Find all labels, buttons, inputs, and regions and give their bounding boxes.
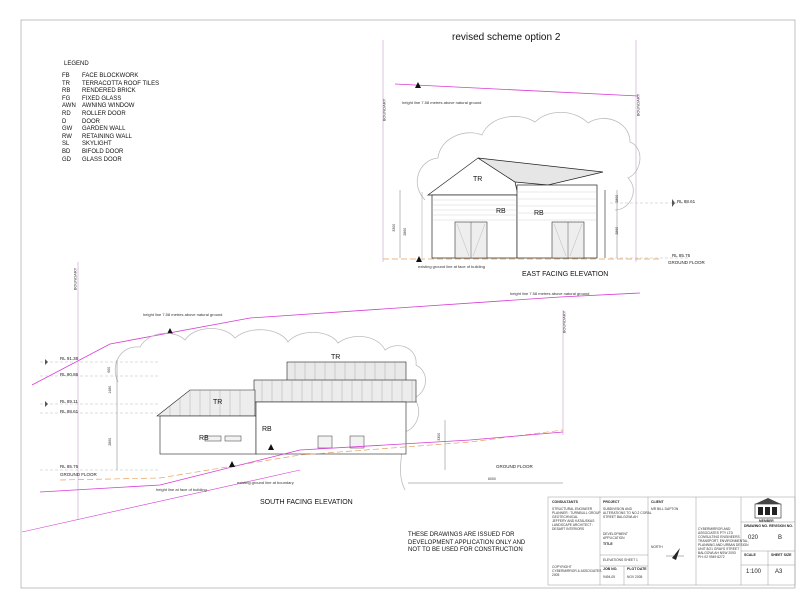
legend-item: GD GLASS DOOR xyxy=(62,156,122,163)
east-rl-ground: RL 85.75 xyxy=(672,253,691,258)
east-mat-rb-left: RB xyxy=(496,208,506,215)
south-dim-e: 6000 xyxy=(488,477,496,481)
tb-plot: NOV 2005 xyxy=(627,575,643,579)
tb-drawing-heading: DRAWING NO. REVISION NO. xyxy=(744,524,794,528)
tb-title-heading: TITLE xyxy=(603,542,613,546)
south-height-line-bottom-note: height line at face of building xyxy=(156,487,207,492)
tb-project: SUBDIVISION AND ALTERATIONS TO NO.2 CORAL STREET BALGOWLAH xyxy=(603,507,652,519)
east-mat-rb-right: RB xyxy=(534,210,544,217)
issue-note: THESE DRAWINGS ARE ISSUED FOR DEVELOPMENT APPLICATION ONLY AND NOT TO BE USED FOR CONSTRUCTION xyxy=(408,532,526,553)
legend-item: GW GARDEN WALL xyxy=(62,126,126,133)
tb-consultants-heading: CONSULTANTS xyxy=(552,500,578,504)
legend-item: D DOOR xyxy=(62,118,100,125)
east-dim-d: 2860 xyxy=(615,226,620,235)
logo-icon xyxy=(755,498,781,518)
south-elevation xyxy=(22,262,640,532)
south-mat-tr-left: TR xyxy=(213,399,223,406)
south-elevation-title: SOUTH FACING ELEVATION xyxy=(260,499,353,506)
south-dim-d: 3300 xyxy=(437,432,442,441)
tb-job-heading: JOB NO. xyxy=(603,567,618,571)
east-height-line-note: height line 7.58 metres above natural ground xyxy=(402,100,482,105)
east-dim-b: 2860 xyxy=(403,227,408,236)
east-dim-a: 3300 xyxy=(392,223,397,232)
tb-scale: 1:100 xyxy=(746,569,762,575)
south-dim-a: 600 xyxy=(107,366,112,373)
legend-item: RD ROLLER DOOR xyxy=(62,110,126,117)
tb-drawing-no: 020 xyxy=(748,535,759,541)
tb-project-2: DEVELOPMENT APPLICATION xyxy=(603,532,628,540)
east-ground-floor: GROUND FLOOR xyxy=(668,260,705,265)
tb-revision-no: B xyxy=(778,535,783,541)
tb-title: ELEVATIONS SHEET 1 xyxy=(603,558,638,562)
legend xyxy=(62,73,159,164)
south-rl-3: RL 89.11 xyxy=(60,399,78,404)
east-dim-c: 2800 xyxy=(615,194,620,203)
south-rl-5: RL 85.75 xyxy=(60,464,79,469)
scheme-title: revised scheme option 2 xyxy=(452,32,561,43)
east-boundary-left: BOUNDARY xyxy=(381,98,387,122)
south-ground-floor-right: GROUND FLOOR xyxy=(496,464,533,469)
legend-item: BD BIFOLD DOOR xyxy=(62,148,124,155)
tb-copyright: COPYRIGHT CYBERMIRROR & ASSOCIATES 2005 xyxy=(552,565,602,577)
tb-company: CYBERMIRROR AND ASSOCIATES PTY LTD CONSULTING ENGINEERS TRANSPORT, ENVIRONMENTAL, PLANNING AND URBAN DESIGN UNIT 8/21 GRAYS STREET BALGOWLAH NSW 2093 PH: 02 9949 6272 xyxy=(698,527,749,559)
north-arrow-icon xyxy=(666,548,684,560)
south-rl-4: RL 88.61 xyxy=(60,409,79,414)
east-boundary-right: BOUNDARY xyxy=(635,93,641,117)
tb-client-heading: CLIENT xyxy=(651,500,664,504)
east-rl-roof: RL 88.61 xyxy=(677,199,696,204)
south-height-line-left-note: height line 7.58 metres above natural ground xyxy=(143,312,223,317)
tb-job: 9494-05 xyxy=(603,575,616,579)
legend-item: RW RETAINING WALL xyxy=(62,133,133,140)
south-dim-b: 1480 xyxy=(108,385,113,394)
south-mat-rb-left: RB xyxy=(199,435,209,442)
tb-sheet-size: A3 xyxy=(775,569,783,575)
tb-project-heading: PROJECT xyxy=(603,500,620,504)
south-boundary-left: BOUNDARY xyxy=(72,267,78,291)
tb-north: NORTH xyxy=(651,545,663,549)
legend-item: FB FACE BLOCKWORK xyxy=(62,73,139,79)
tb-plot-heading: PLOT DATE xyxy=(627,567,647,571)
tb-scale-heading: SCALE xyxy=(744,553,756,557)
south-rl-2: RL 90.86 xyxy=(60,372,79,377)
east-elevation-title: EAST FACING ELEVATION xyxy=(522,271,609,278)
east-mat-tr: TR xyxy=(473,176,483,183)
legend-item: FG FIXED GLASS xyxy=(62,95,122,102)
tb-logo-label: MEMBER xyxy=(759,519,774,523)
legend-item: RB RENDERED BRICK xyxy=(62,88,136,95)
tb-consultants: STRUCTURAL ENGINEER PLANNER : TURNBULL GROUP GEOTECHNICAL JEFFERY AND KATAUSKAS LANDSCAPE ARCHITECT : DESART INTERIORS xyxy=(552,507,601,531)
legend-title: LEGEND xyxy=(64,61,89,67)
legend-item: AWN AWNING WINDOW xyxy=(62,103,135,110)
tb-client: MR BILL DAPTON xyxy=(651,507,679,511)
south-boundary-right: BOUNDARY xyxy=(561,310,567,334)
legend-item: SL SKYLIGHT xyxy=(62,141,112,148)
south-dim-c: 2860 xyxy=(108,437,113,446)
south-ground-floor-left: GROUND FLOOR xyxy=(60,472,97,477)
south-mat-rb-mid: RB xyxy=(262,426,272,433)
east-elevation xyxy=(383,40,690,262)
south-mat-tr-top: TR xyxy=(331,354,341,361)
south-height-line-top-note: height line 7.58 metres above natural ground xyxy=(510,291,590,296)
south-rl-1: RL 91.38 xyxy=(60,356,79,361)
east-ground-line-note: existing ground line at face of building xyxy=(418,264,485,269)
south-ground-line-note: existing ground line at boundary xyxy=(237,480,294,485)
tb-sheet-heading: SHEET SIZE xyxy=(771,553,792,557)
legend-item: TR TERRACOTTA ROOF TILES xyxy=(62,80,160,87)
